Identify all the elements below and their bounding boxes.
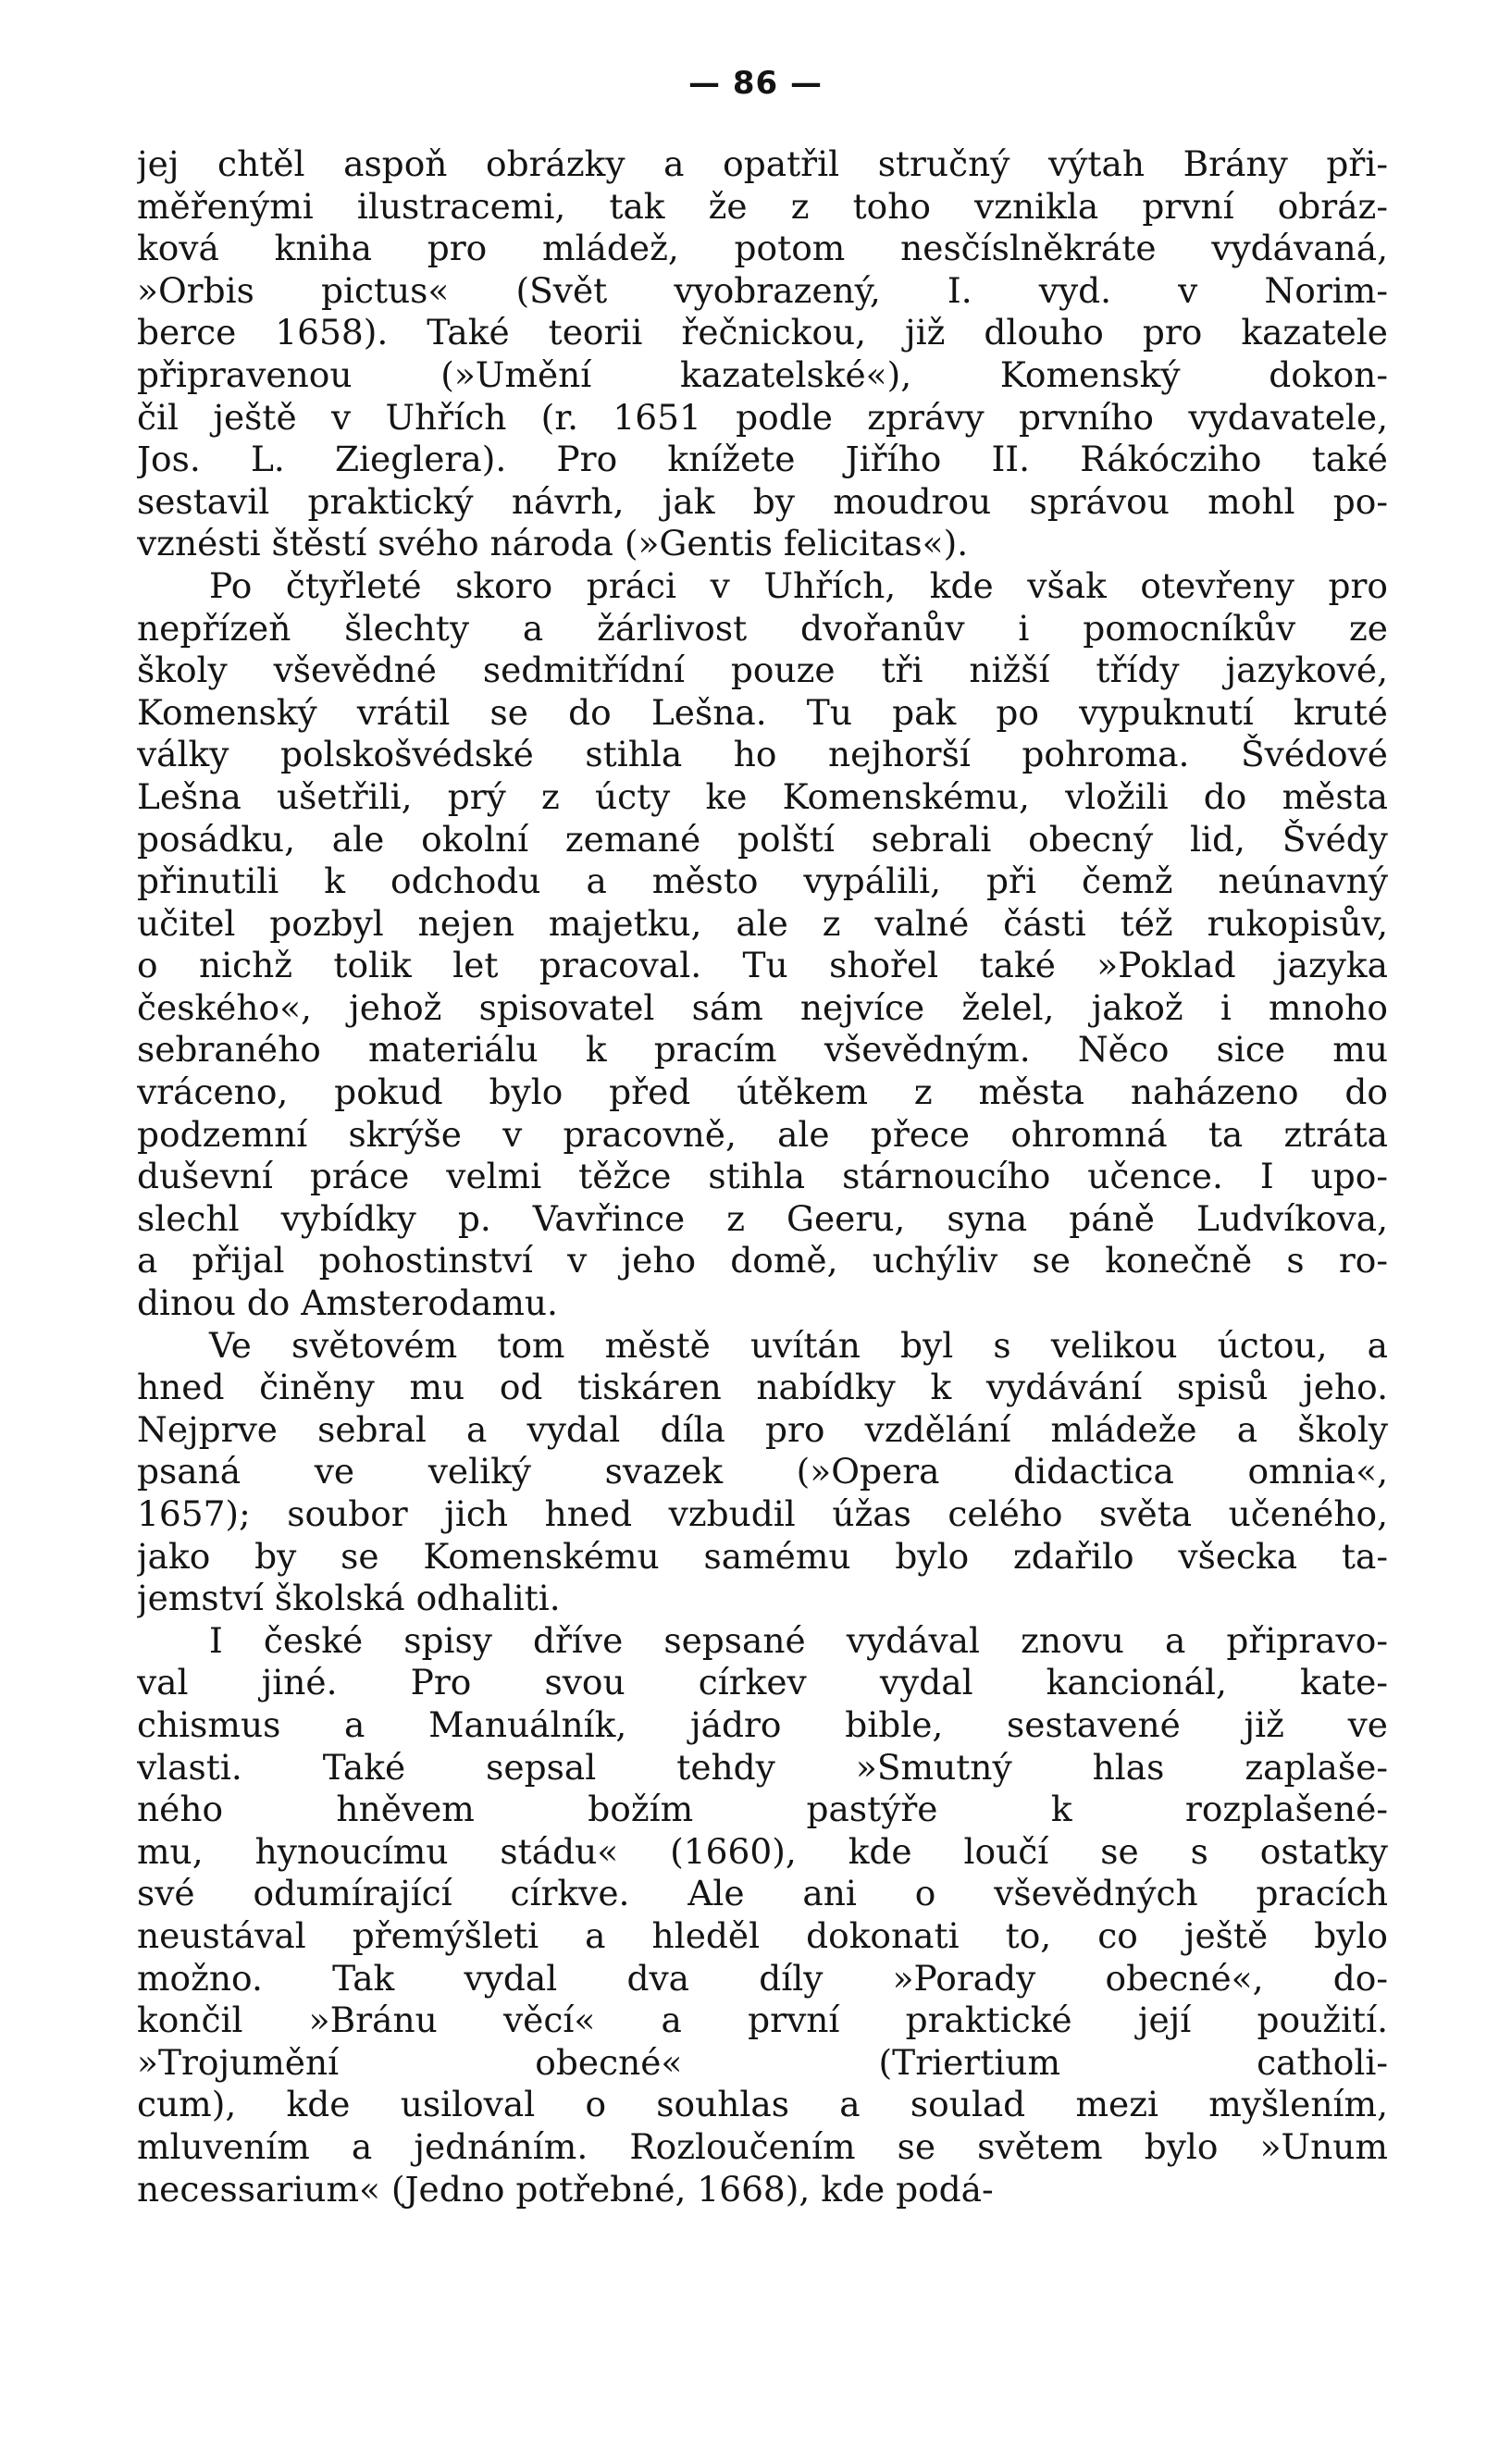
text-line: českého«, jehož spisovatel sám nejvíce želel, jakož i mnoho xyxy=(137,986,1388,1028)
text-line: Jos. L. Zieglera). Pro knížete Jiřího II. Rákócziho také xyxy=(137,439,1388,480)
text-line: vráceno, pokud bylo před útěkem z města naházeno do xyxy=(137,1071,1388,1113)
text-line: necessarium« (Jedno potřebné, 1668), kde podá- xyxy=(137,2168,994,2210)
text-line: jej chtěl aspoň obrázky a opatřil stručný výtah Brány při- xyxy=(137,143,1388,184)
text-line: I české spisy dříve sepsané vydával znovu a připravo- xyxy=(209,1619,1388,1661)
text-line: vlasti. Také sepsal tehdy »Smutný hlas zaplaše- xyxy=(137,1746,1388,1788)
text-line: možno. Tak vydal dva díly »Porady obecné«, do- xyxy=(137,1957,1388,1999)
text-line: sestavil praktický návrh, jak by moudrou správou mohl po- xyxy=(137,480,1388,522)
text-line: Lešna ušetřili, prý z úcty ke Komenskému, vložili do města xyxy=(137,775,1388,817)
text-line: připravenou (»Umění kazatelské«), Komenský dokon- xyxy=(137,353,1388,395)
text-line: Nejprve sebral a vydal díla pro vzdělání mládeže a školy xyxy=(137,1408,1388,1450)
text-line: nepřízeň šlechty a žárlivost dvořanův i pomocníkův ze xyxy=(137,607,1388,649)
text-line: školy vševědné sedmitřídní pouze tři nižší třídy jazykové, xyxy=(137,650,1388,691)
text-line: val jiné. Pro svou církev vydal kancionál, kate- xyxy=(137,1662,1388,1703)
text-line: sebraného materiálu k pracím vševědným. Něco sice mu xyxy=(137,1029,1388,1071)
text-line: 1657); soubor jich hned vzbudil úžas celého světa učeného, xyxy=(137,1493,1388,1534)
text-line: »Orbis pictus« (Svět vyobrazený, I. vyd. v Norim- xyxy=(137,269,1388,311)
text-line: Po čtyřleté skoro práci v Uhřích, kde však otevřeny pro xyxy=(209,564,1388,606)
paragraph xyxy=(137,143,1388,565)
text-line: měřenými ilustracemi, tak že z toho vznikla první obráz- xyxy=(137,185,1388,227)
text-line: hned činěny mu od tiskáren nabídky k vydávání spisů jeho. xyxy=(137,1367,1388,1408)
text-line: mluvením a jednáním. Rozloučením se světem bylo »Unum xyxy=(137,2125,1388,2167)
text-line: vznésti štěstí svého národa (»Gentis felicitas«). xyxy=(137,523,969,564)
page-number: — 86 — xyxy=(688,65,823,102)
text-line: dinou do Amsterodamu. xyxy=(137,1282,558,1324)
text-line: a přijal pohostinství v jeho domě, uchýliv se konečně s ro- xyxy=(137,1240,1388,1282)
text-line: mu, hynoucímu stádu« (1660), kde loučí se s ostatky xyxy=(137,1830,1388,1872)
text-line: jako by se Komenskému samému bylo zdařilo všecka ta- xyxy=(137,1535,1388,1577)
text-line: posádku, ale okolní zemané polští sebrali obecný lid, Švédy xyxy=(137,818,1388,860)
text-line: cum), kde usiloval o souhlas a soulad mezi myšlením, xyxy=(137,2084,1388,2125)
page-body xyxy=(137,143,1388,2210)
text-line: ková kniha pro mládež, potom nesčíslněkráte vydávaná, xyxy=(137,228,1388,269)
text-line: psaná ve veliký svazek (»Opera didactica omnia«, xyxy=(137,1451,1388,1492)
text-line: slechl vybídky p. Vavřince z Geeru, syna páně Ludvíkova, xyxy=(137,1197,1388,1239)
paragraph xyxy=(137,1325,1388,1620)
text-line: končil »Bránu věcí« a první praktické její použití. xyxy=(137,2000,1388,2041)
text-line: berce 1658). Také teorii řečnickou, již dlouho pro kazatele xyxy=(137,312,1388,353)
text-line: o nichž tolik let pracoval. Tu shořel také »Poklad jazyka xyxy=(137,945,1388,986)
text-line: čil ještě v Uhřích (r. 1651 podle zprávy prvního vydavatele, xyxy=(137,396,1388,438)
text-line: Komenský vrátil se do Lešna. Tu pak po vypuknutí kruté xyxy=(137,691,1388,733)
text-line: své odumírající církve. Ale ani o vševědných pracích xyxy=(137,1873,1388,1914)
text-line: »Trojumění obecné« (Triertium catholi- xyxy=(137,2041,1388,2083)
text-line: duševní práce velmi těžce stihla stárnoucího učence. I upo- xyxy=(137,1156,1388,1197)
paragraph xyxy=(137,565,1388,1325)
text-line: podzemní skrýše v pracovně, ale přece ohromná ta ztráta xyxy=(137,1113,1388,1155)
text-line: jemství školská odhaliti. xyxy=(137,1578,561,1619)
text-line: chismus a Manuálník, jádro bible, sestavené již ve xyxy=(137,1703,1388,1745)
text-line: Ve světovém tom městě uvítán byl s velikou úctou, a xyxy=(209,1324,1388,1366)
text-line: války polskošvédské stihla ho nejhorší pohroma. Švédové xyxy=(137,734,1388,775)
text-line: neustával přemýšleti a hleděl dokonati to, co ještě bylo xyxy=(137,1914,1388,1956)
text-line: přinutili k odchodu a město vypálili, při čemž neúnavný xyxy=(137,861,1388,902)
paragraph xyxy=(137,1620,1388,2210)
text-line: ného hněvem božím pastýře k rozplašené- xyxy=(137,1789,1388,1830)
text-line: učitel pozbyl nejen majetku, ale z valné části též rukopisův, xyxy=(137,902,1388,944)
